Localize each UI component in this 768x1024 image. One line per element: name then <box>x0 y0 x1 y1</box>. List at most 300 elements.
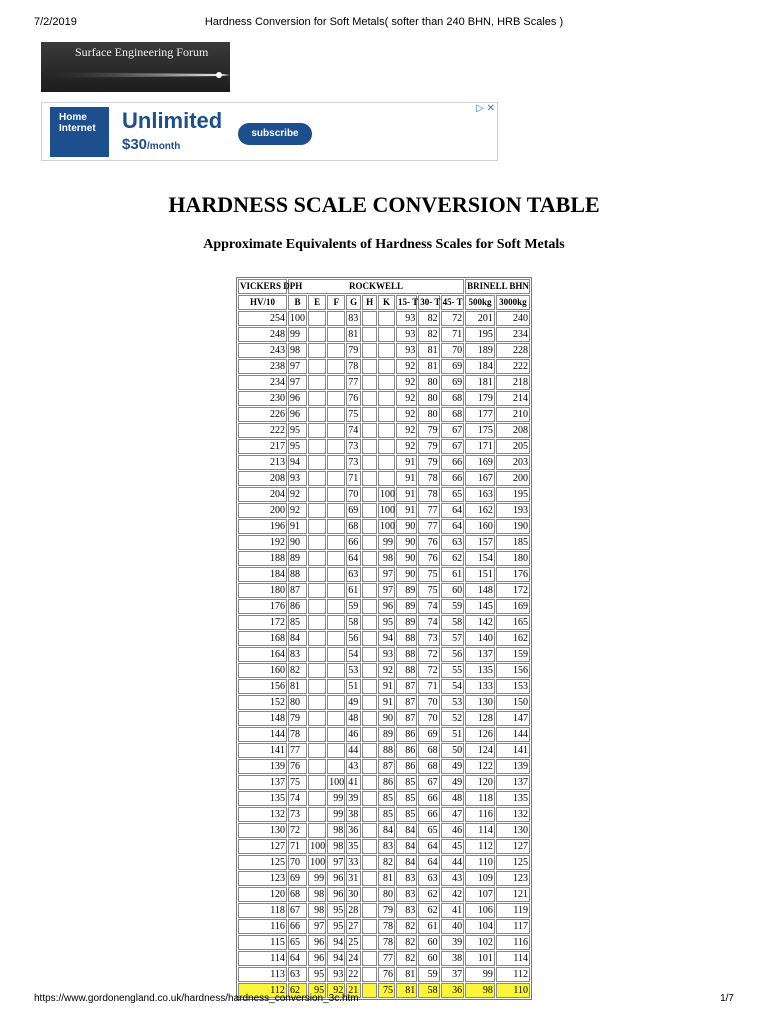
table-cell <box>308 487 326 502</box>
table-cell: 91 <box>396 487 417 502</box>
table-cell: 75 <box>378 983 395 998</box>
table-cell <box>362 775 377 790</box>
table-cell: 81 <box>288 679 307 694</box>
table-cell: 39 <box>346 791 361 806</box>
table-cell: 117 <box>496 919 530 934</box>
table-cell: 53 <box>441 695 465 710</box>
table-cell: 68 <box>418 759 439 774</box>
print-date: 7/2/2019 <box>34 16 77 28</box>
table-cell: 79 <box>346 343 361 358</box>
table-cell: 79 <box>418 455 439 470</box>
brinell-group-header: BRINELL BHN <box>465 279 530 294</box>
table-cell: 93 <box>396 343 417 358</box>
table-cell <box>362 503 377 518</box>
table-cell: 27 <box>346 919 361 934</box>
table-cell: 68 <box>418 743 439 758</box>
table-cell: 74 <box>418 599 439 614</box>
table-cell: 83 <box>396 871 417 886</box>
table-cell: 185 <box>496 535 530 550</box>
table-cell: 63 <box>418 871 439 886</box>
table-cell: 80 <box>418 407 439 422</box>
table-cell <box>327 679 345 694</box>
table-cell: 76 <box>418 535 439 550</box>
table-cell: 71 <box>441 327 465 342</box>
table-cell: 73 <box>346 439 361 454</box>
table-cell <box>308 583 326 598</box>
table-cell: 49 <box>441 759 465 774</box>
table-cell: 163 <box>465 487 495 502</box>
table-cell: 97 <box>288 359 307 374</box>
table-cell: 125 <box>238 855 287 870</box>
table-cell <box>308 327 326 342</box>
table-cell: 208 <box>238 471 287 486</box>
table-cell: 73 <box>418 631 439 646</box>
table-cell: 162 <box>465 503 495 518</box>
table-cell <box>308 471 326 486</box>
table-cell: 49 <box>441 775 465 790</box>
table-cell: 42 <box>441 887 465 902</box>
table-cell: 200 <box>238 503 287 518</box>
table-cell: 92 <box>396 391 417 406</box>
table-cell: 254 <box>238 311 287 326</box>
table-cell: 156 <box>496 663 530 678</box>
table-body <box>238 311 530 998</box>
table-row <box>238 327 530 342</box>
table-cell: 70 <box>418 711 439 726</box>
table-cell: 84 <box>378 823 395 838</box>
table-cell: 66 <box>418 807 439 822</box>
forum-logo-banner[interactable] <box>41 42 230 92</box>
table-cell: 89 <box>288 551 307 566</box>
table-cell: 97 <box>378 583 395 598</box>
table-cell: 35 <box>346 839 361 854</box>
table-cell <box>362 839 377 854</box>
table-cell: 96 <box>327 871 345 886</box>
table-cell: 104 <box>465 919 495 934</box>
table-cell: 81 <box>418 359 439 374</box>
table-cell: 100 <box>380 521 396 532</box>
table-cell: 222 <box>496 359 530 374</box>
table-cell: 87 <box>396 711 417 726</box>
table-row <box>238 535 530 550</box>
table-cell <box>308 791 326 806</box>
ad-price-amount: $30 <box>122 136 148 153</box>
table-row <box>238 487 530 502</box>
table-cell: 139 <box>496 759 530 774</box>
table-cell: 172 <box>496 583 530 598</box>
table-cell: 92 <box>396 407 417 422</box>
table-cell <box>327 567 345 582</box>
table-row <box>238 951 530 966</box>
table-cell: 22 <box>346 967 361 982</box>
table-cell <box>362 615 377 630</box>
table-cell <box>378 471 395 486</box>
table-cell <box>362 935 377 950</box>
table-cell: 92 <box>396 439 417 454</box>
table-cell: 96 <box>288 391 307 406</box>
table-cell: 213 <box>238 455 287 470</box>
table-cell: 176 <box>496 567 530 582</box>
col-header-hv10: HV/10 <box>238 295 287 310</box>
table-cell: 184 <box>465 359 495 374</box>
table-cell: 176 <box>238 599 287 614</box>
table-cell <box>327 327 345 342</box>
table-cell: 85 <box>396 791 417 806</box>
table-row <box>238 583 530 598</box>
table-cell <box>327 535 345 550</box>
table-cell <box>378 375 395 390</box>
table-cell: 98 <box>378 551 395 566</box>
table-cell: 172 <box>238 615 287 630</box>
table-cell: 167 <box>465 471 495 486</box>
table-cell: 141 <box>496 743 530 758</box>
table-cell: 171 <box>465 439 495 454</box>
table-cell <box>362 487 377 502</box>
print-page-number: 1/7 <box>720 993 734 1004</box>
table-row <box>238 919 530 934</box>
table-cell: 80 <box>418 375 439 390</box>
table-cell: 91 <box>288 519 307 534</box>
table-cell: 114 <box>238 951 287 966</box>
table-cell: 73 <box>288 807 307 822</box>
table-cell: 91 <box>396 455 417 470</box>
table-cell: 243 <box>238 343 287 358</box>
table-cell: 189 <box>465 343 495 358</box>
table-cell: 130 <box>465 695 495 710</box>
page-subtitle: Approximate Equivalents of Hardness Scales for Soft Metals <box>203 237 565 252</box>
table-cell: 30 <box>346 887 361 902</box>
table-cell: 37 <box>441 967 465 982</box>
table-cell: 90 <box>396 567 417 582</box>
table-cell: 122 <box>465 759 495 774</box>
table-cell: 84 <box>396 823 417 838</box>
table-cell: 200 <box>496 471 530 486</box>
table-cell <box>327 663 345 678</box>
table-cell <box>308 631 326 646</box>
table-cell: 107 <box>465 887 495 902</box>
table-cell: 78 <box>378 935 395 950</box>
table-cell: 78 <box>418 471 439 486</box>
table-cell: 95 <box>378 615 395 630</box>
ad-subscribe-button[interactable]: subscribe <box>238 123 312 145</box>
table-cell <box>378 359 395 374</box>
table-cell: 93 <box>327 967 345 982</box>
table-cell: 116 <box>465 807 495 822</box>
table-cell <box>308 407 326 422</box>
table-cell: 110 <box>465 855 495 870</box>
table-cell: 98 <box>308 887 326 902</box>
table-cell: 64 <box>441 503 465 518</box>
table-row <box>238 439 530 454</box>
table-cell: 97 <box>378 567 395 582</box>
table-cell: 69 <box>441 375 465 390</box>
table-cell: 69 <box>346 503 361 518</box>
table-cell: 48 <box>441 791 465 806</box>
col-header-e: E <box>308 295 326 310</box>
table-cell: 61 <box>441 567 465 582</box>
table-row <box>238 871 530 886</box>
table-cell: 96 <box>288 407 307 422</box>
table-cell: 74 <box>288 791 307 806</box>
table-cell: 56 <box>441 647 465 662</box>
table-cell <box>308 423 326 438</box>
table-row <box>238 695 530 710</box>
table-cell <box>308 311 326 326</box>
adchoices-close-icon[interactable]: ▷ ✕ <box>476 103 495 114</box>
table-cell: 33 <box>346 855 361 870</box>
table-cell: 51 <box>441 727 465 742</box>
table-cell: 169 <box>496 599 530 614</box>
table-row <box>238 807 530 822</box>
table-cell: 90 <box>396 551 417 566</box>
table-cell: 60 <box>418 951 439 966</box>
table-cell: 74 <box>418 615 439 630</box>
advertisement-banner[interactable] <box>41 102 498 161</box>
table-cell: 188 <box>238 551 287 566</box>
table-cell: 99 <box>378 535 395 550</box>
table-cell <box>308 567 326 582</box>
table-cell: 97 <box>327 855 345 870</box>
table-row <box>238 647 530 662</box>
table-cell <box>308 599 326 614</box>
table-cell: 79 <box>378 903 395 918</box>
table-cell: 65 <box>441 487 465 502</box>
table-cell: 95 <box>327 903 345 918</box>
table-cell: 66 <box>288 919 307 934</box>
table-cell: 100 <box>310 841 326 852</box>
table-cell <box>327 407 345 422</box>
table-cell: 69 <box>441 359 465 374</box>
table-cell <box>362 967 377 982</box>
table-cell <box>362 679 377 694</box>
table-cell <box>308 503 326 518</box>
table-cell <box>327 551 345 566</box>
table-cell: 88 <box>396 647 417 662</box>
table-row <box>238 791 530 806</box>
table-cell: 144 <box>238 727 287 742</box>
table-cell: 96 <box>308 951 326 966</box>
table-row <box>238 503 530 518</box>
table-cell <box>362 519 377 534</box>
table-cell: 98 <box>465 983 495 998</box>
table-cell: 130 <box>238 823 287 838</box>
table-cell: 102 <box>465 935 495 950</box>
table-cell: 217 <box>238 439 287 454</box>
table-cell: 39 <box>441 935 465 950</box>
table-cell: 43 <box>441 871 465 886</box>
table-row <box>238 359 530 374</box>
table-cell: 130 <box>496 823 530 838</box>
table-cell: 77 <box>378 951 395 966</box>
table-cell: 72 <box>441 311 465 326</box>
table-cell <box>362 743 377 758</box>
table-row <box>238 887 530 902</box>
table-cell: 86 <box>396 743 417 758</box>
table-cell: 83 <box>396 887 417 902</box>
col-header-g: G <box>346 295 361 310</box>
table-cell: 153 <box>496 679 530 694</box>
table-cell: 96 <box>378 599 395 614</box>
table-cell: 125 <box>496 855 530 870</box>
table-cell: 128 <box>465 711 495 726</box>
table-cell: 204 <box>238 487 287 502</box>
col-header-k: K <box>378 295 395 310</box>
table-cell: 85 <box>396 807 417 822</box>
table-cell: 86 <box>288 599 307 614</box>
table-cell <box>362 823 377 838</box>
table-cell: 101 <box>465 951 495 966</box>
table-cell: 148 <box>238 711 287 726</box>
table-cell: 75 <box>346 407 361 422</box>
table-cell: 100 <box>310 857 326 868</box>
table-cell: 85 <box>288 615 307 630</box>
table-cell: 222 <box>238 423 287 438</box>
table-cell: 90 <box>288 535 307 550</box>
table-cell: 43 <box>346 759 361 774</box>
table-cell <box>378 311 395 326</box>
table-cell <box>362 359 377 374</box>
table-cell <box>327 311 345 326</box>
table-cell <box>362 551 377 566</box>
light-streak-graphic <box>41 68 230 82</box>
table-row <box>238 711 530 726</box>
table-cell: 160 <box>465 519 495 534</box>
table-cell: 73 <box>346 455 361 470</box>
table-cell <box>308 727 326 742</box>
table-cell: 230 <box>238 391 287 406</box>
table-cell: 70 <box>346 487 361 502</box>
table-cell <box>362 727 377 742</box>
table-cell: 100 <box>380 505 396 516</box>
table-cell: 82 <box>418 327 439 342</box>
table-row <box>238 343 530 358</box>
table-cell: 95 <box>327 919 345 934</box>
table-cell: 72 <box>288 823 307 838</box>
table-cell: 56 <box>346 631 361 646</box>
table-cell <box>308 519 326 534</box>
table-cell: 218 <box>496 375 530 390</box>
table-cell: 123 <box>496 871 530 886</box>
table-cell: 159 <box>496 647 530 662</box>
table-cell: 115 <box>238 935 287 950</box>
ad-price-suffix: /month <box>147 141 181 152</box>
table-cell: 127 <box>238 839 287 854</box>
table-cell: 44 <box>441 855 465 870</box>
table-cell: 135 <box>465 663 495 678</box>
table-cell: 31 <box>346 871 361 886</box>
table-cell <box>327 727 345 742</box>
table-cell: 61 <box>346 583 361 598</box>
table-cell: 64 <box>441 519 465 534</box>
table-cell: 78 <box>288 727 307 742</box>
hardness-conversion-table <box>236 277 532 1000</box>
table-cell: 70 <box>288 855 307 870</box>
table-cell: 78 <box>378 919 395 934</box>
table-cell <box>308 759 326 774</box>
table-row <box>238 551 530 566</box>
table-cell: 71 <box>288 839 307 854</box>
table-cell <box>362 455 377 470</box>
table-cell: 98 <box>327 823 345 838</box>
col-header-3000kg: 3000kg <box>496 295 530 310</box>
table-row <box>238 519 530 534</box>
table-cell: 99 <box>308 871 326 886</box>
ad-headline: Unlimited <box>122 108 223 133</box>
table-cell: 126 <box>465 727 495 742</box>
table-cell: 123 <box>238 871 287 886</box>
table-row <box>238 727 530 742</box>
table-cell: 80 <box>288 695 307 710</box>
table-cell: 89 <box>396 583 417 598</box>
table-cell: 119 <box>496 903 530 918</box>
table-cell <box>327 519 345 534</box>
table-cell <box>362 711 377 726</box>
table-cell: 81 <box>418 343 439 358</box>
table-cell <box>308 679 326 694</box>
table-cell: 54 <box>441 679 465 694</box>
table-cell: 82 <box>288 663 307 678</box>
table-cell: 110 <box>496 983 530 998</box>
table-cell: 133 <box>465 679 495 694</box>
table-cell: 190 <box>496 519 530 534</box>
table-cell <box>362 791 377 806</box>
table-cell: 92 <box>396 375 417 390</box>
table-cell <box>308 391 326 406</box>
table-cell: 84 <box>396 855 417 870</box>
table-row <box>238 743 530 758</box>
table-cell <box>327 375 345 390</box>
table-cell: 83 <box>288 647 307 662</box>
table-cell: 240 <box>496 311 530 326</box>
table-cell: 98 <box>327 839 345 854</box>
table-cell <box>308 455 326 470</box>
table-cell: 67 <box>441 423 465 438</box>
table-cell: 210 <box>496 407 530 422</box>
table-cell: 83 <box>396 903 417 918</box>
table-cell: 179 <box>465 391 495 406</box>
table-cell: 71 <box>346 471 361 486</box>
table-cell: 162 <box>496 631 530 646</box>
table-cell: 67 <box>418 775 439 790</box>
table-cell <box>362 391 377 406</box>
table-cell: 248 <box>238 327 287 342</box>
col-header-b: B <box>288 295 307 310</box>
table-cell: 132 <box>496 807 530 822</box>
table-cell: 94 <box>288 455 307 470</box>
table-cell <box>378 407 395 422</box>
column-header-row <box>238 295 530 310</box>
table-cell: 80 <box>378 887 395 902</box>
table-cell: 98 <box>288 343 307 358</box>
table-cell <box>362 807 377 822</box>
table-cell <box>362 599 377 614</box>
table-cell: 85 <box>378 807 395 822</box>
table-cell: 151 <box>465 567 495 582</box>
forum-name: Surface Engineering Forum <box>75 45 209 59</box>
table-cell <box>308 743 326 758</box>
table-cell: 67 <box>288 903 307 918</box>
table-cell: 62 <box>288 983 307 998</box>
table-cell: 75 <box>288 775 307 790</box>
table-cell: 99 <box>327 791 345 806</box>
table-cell: 88 <box>378 743 395 758</box>
table-cell: 154 <box>465 551 495 566</box>
table-cell: 41 <box>346 775 361 790</box>
table-cell: 116 <box>496 935 530 950</box>
table-cell: 25 <box>346 935 361 950</box>
table-cell: 82 <box>396 935 417 950</box>
table-cell: 69 <box>288 871 307 886</box>
